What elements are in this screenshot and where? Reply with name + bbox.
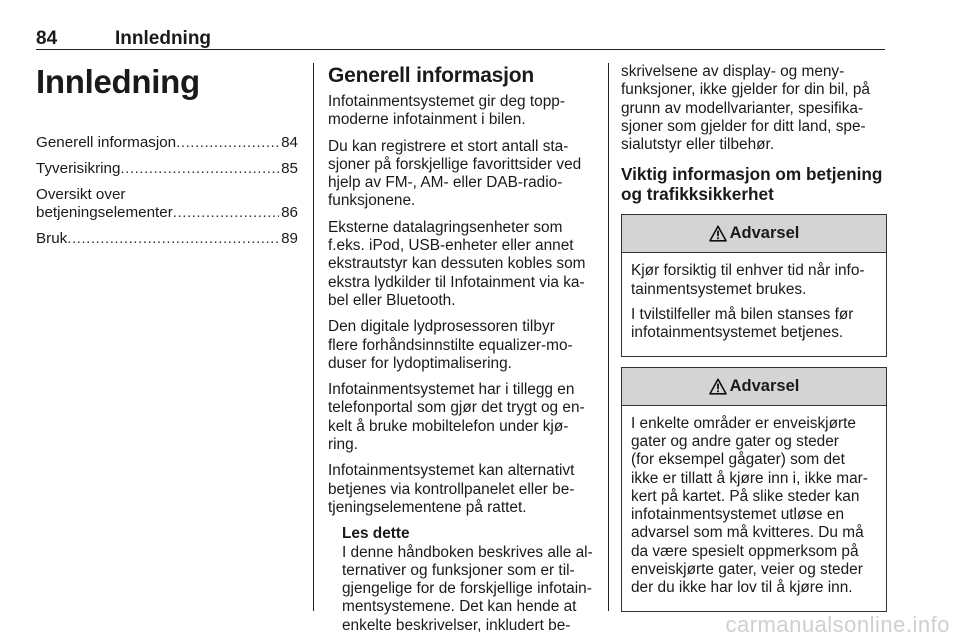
toc-label-line: Oversikt over <box>36 186 126 203</box>
chapter-title: Innledning <box>36 63 200 100</box>
toc-entry[interactable] <box>36 134 298 152</box>
body-paragraph: Du kan registrere et stort antall sta- sjoner på forskjellige favorittsider ved hjelp av FM-, AM- eller DAB-radio- funksjonene. <box>328 137 582 210</box>
toc-page-number: 85 <box>281 160 298 177</box>
warning-triangle-icon <box>709 225 727 242</box>
header-section-title: Innledning <box>115 28 212 49</box>
column-divider <box>313 63 314 611</box>
general-info-column <box>328 63 594 635</box>
toc-label: Generell informasjon <box>36 134 177 151</box>
toc-leader-dots <box>120 160 279 178</box>
body-paragraph: Infotainmentsystemet gir deg topp- moderne infotainment i bilen. <box>328 93 565 129</box>
toc-entry[interactable] <box>36 230 298 248</box>
note-block <box>328 525 594 635</box>
toc-entry[interactable] <box>36 160 298 178</box>
warning-paragraph: I enkelte områder er enveiskjørte gater og andre gater og steder (for eksempel gågater) som det ikke er tillatt å kjøre inn i, ikke mar- kert på kartet. På slike steder kan infotainmentsystemet utløse en advarsel som må kvitteres. Du må da være spesielt oppmerksom på enveiskjørte gater, veier og steder der du ikke har lov til å kjøre inn. <box>631 414 868 597</box>
site-watermark: carmanualsonline.info <box>725 612 950 637</box>
toc-page-number: 89 <box>281 230 298 247</box>
toc-leader-dots <box>67 230 279 248</box>
warning-paragraph: I tvilstilfeller må bilen stanses før infotainmentsystemet betjenes. <box>631 306 854 342</box>
subsection-heading: Viktig informasjon om betjening og trafikksikkerhet <box>621 164 883 205</box>
chapter-toc-column <box>36 63 298 256</box>
note-title: Les dette <box>342 525 410 543</box>
toc-page-number: 84 <box>281 134 298 151</box>
body-paragraph: Den digitale lydprosessoren tilbyr flere forhåndsinnstilte equalizer-mo- duser for lydoptimalisering. <box>328 318 573 372</box>
body-paragraph: Infotainmentsystemet kan alternativt betjenes via kontrollpanelet eller be- tjeningselementene på rattet. <box>328 462 575 516</box>
warning-body <box>622 253 886 355</box>
page-number: 84 <box>36 28 58 49</box>
toc-leader-dots <box>176 134 279 152</box>
toc-page-number: 86 <box>281 204 298 221</box>
continued-paragraph: skrivelsene av display- og meny- funksjoner, ikke gjelder for din bil, på grunn av modellvarianter, spesifika- sjoner som gjelder for ditt land, spe- sialutstyr eller tilbehør. <box>621 63 870 154</box>
warning-label: Advarsel <box>729 224 800 243</box>
section-heading: Generell informasjon <box>328 64 535 87</box>
body-paragraph: Infotainmentsystemet har i tillegg en telefonportal som gjør det trygt og en- kelt å bruke mobiltelefon under kjø- ring. <box>328 381 585 454</box>
warning-header <box>622 368 886 406</box>
warning-triangle-icon <box>709 378 727 395</box>
toc-label: betjeningselementer <box>36 204 173 221</box>
toc-label: Tyverisikring <box>36 160 121 177</box>
warning-box <box>621 214 887 356</box>
warning-paragraph: Kjør forsiktig til enhver tid når info- tainmentsystemet brukes. <box>631 262 865 298</box>
warning-header <box>622 215 886 253</box>
toc-label: Bruk <box>36 230 68 247</box>
body-paragraph: Eksterne datalagringsenheter som f.eks. iPod, USB-enheter eller annet ekstrautstyr kan dessuten kobles som ekstra lydkilder til Infotainment via ka- bel eller Bluetooth. <box>328 218 586 309</box>
toc-entry[interactable] <box>36 186 298 222</box>
warning-label: Advarsel <box>729 376 800 395</box>
safety-column <box>621 63 887 622</box>
running-header <box>36 28 885 50</box>
warning-box <box>621 367 887 612</box>
toc-leader-dots <box>173 204 279 222</box>
column-divider <box>608 63 609 611</box>
warning-body <box>622 406 886 611</box>
note-text: I denne håndboken beskrives alle al- ternativer og funksjoner som er til- gjengelige for de forskjellige infotain- mentsystemene. Det kan hende at enkelte beskrivelser, inkludert be- <box>342 543 593 634</box>
